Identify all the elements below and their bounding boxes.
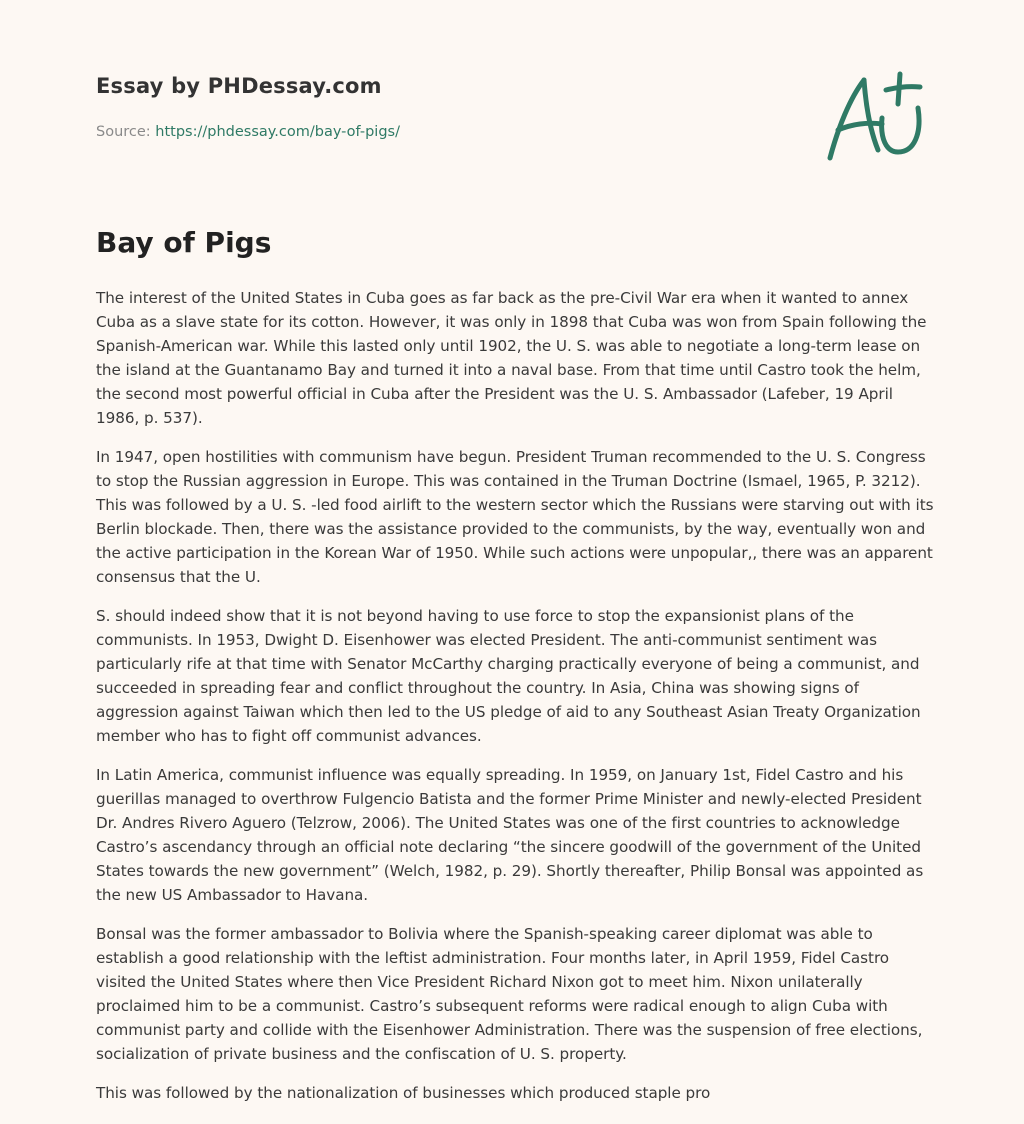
source-label: Source: xyxy=(96,124,151,140)
article-paragraph: The interest of the United States in Cuba goes as far back as the pre-Civil War era when it wanted to annex Cuba as a slave state for its cotton. However, it was only in 1898 that Cuba was won from Spain following the Spanish-American war. While this lasted only until 1902, the U. S. was able to negotiate a long-term lease on the island at the Guantanamo Bay and turned it into a naval base. From that time until Castro took the helm, the second most powerful official in Cuba after the President was the U. S. Ambassador (Lafeber, 19 April 1986, p. 537). xyxy=(96,289,927,427)
article-paragraph: In 1947, open hostilities with communism have begun. President Truman recommended to the U. S. Congress to stop the Russian aggression in Europe. This was contained in the Truman Doctrine (Ismael, 1965, P. 3212). This was followed by a U. S. -led food airlift to the western sector which the Russians were starving out with its Berlin blockade. Then, there was the assistance provided to the communists, by the way, eventually won and the active participation in the Korean War of 1950. While such actions were unpopular,, there was an apparent consensus that the U. xyxy=(96,448,934,586)
article-paragraph: In Latin America, communist influence was equally spreading. In 1959, on January 1st, Fidel Castro and his guerillas managed to overthrow Fulgencio Batista and the former Prime Minister and newly-elected President Dr. Andres Rivero Aguero (Telzrow, 2006). The United States was one of the first countries to acknowledge Castro’s ascendancy through an official note declaring “the sincere goodwill of the government of the United States towards the new government” (Welch, 1982, p. 29). Shortly thereafter, Philip Bonsal was appointed as the new US Ambassador to Havana. xyxy=(96,766,924,904)
article-title: Bay of Pigs xyxy=(96,226,272,259)
article-paragraph: S. should indeed show that it is not beyond having to use force to stop the expansionist plans of the communists. In 1953, Dwight D. Eisenhower was elected President. The anti-communist sentiment was particularly rife at that time with Senator McCarthy charging practically everyone of being a communist, and succeeded in spreading fear and conflict throughout the country. In Asia, China was showing signs of aggression against Taiwan which then led to the US pledge of aid to any Southeast Asian Treaty Organization member who has to fight off communist advances. xyxy=(96,607,921,745)
article-paragraph: Bonsal was the former ambassador to Bolivia where the Spanish-speaking career diplomat was able to establish a good relationship with the leftist administration. Four months later, in April 1959, Fidel Castro visited the United States where then Vice President Richard Nixon got to meet him. Nixon unilaterally proclaimed him to be a communist. Castro’s subsequent reforms were radical enough to align Cuba with communist party and collide with the Eisenhower Administration. There was the suspension of free elections, socialization of private business and the confiscation of U. S. property. xyxy=(96,925,923,1063)
site-header xyxy=(96,74,382,98)
source-link[interactable]: https://phdessay.com/bay-of-pigs/ xyxy=(155,124,400,140)
article-paragraph: This was followed by the nationalization of businesses which produced staple pro xyxy=(96,1084,711,1102)
source-line xyxy=(96,124,400,140)
a-plus-logo-icon xyxy=(820,68,930,168)
article-body xyxy=(96,286,934,1120)
site-brand: Essay by PHDessay.com xyxy=(96,74,382,98)
